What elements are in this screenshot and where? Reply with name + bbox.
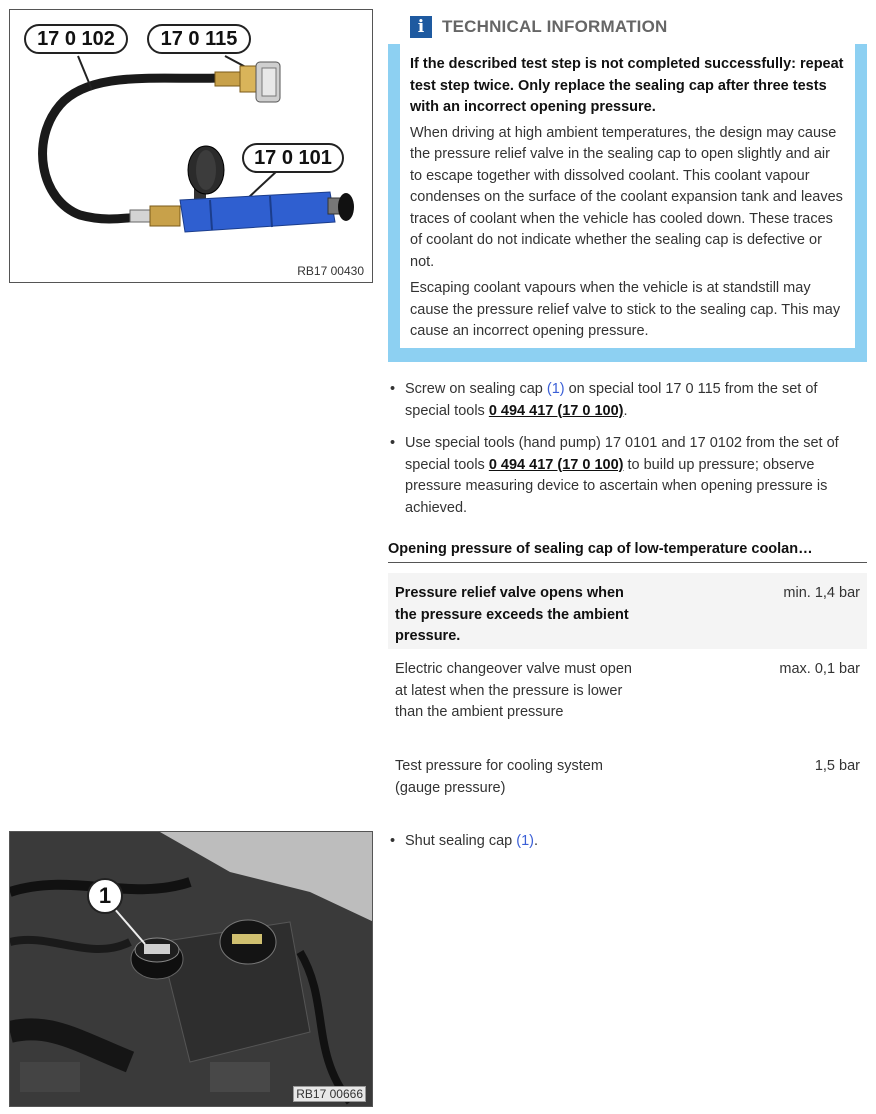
technical-information-paragraph: When driving at high ambient temperatures, the design may cause the pressure relief valve in the sealing cap to open slightly and air to escape together with dissolved coolant. This coolant vapour condenses on the surface of the coolant expansion tank and leaves traces of coolant when the vehicle has cooled down. These traces of coolant do not indicate whether the sealing cap is defective or not. (410, 124, 843, 270)
bullet-dot: • (390, 381, 396, 397)
callout-tool-17-0-102: 17 0 102 (24, 24, 128, 54)
table-cell-value: max. 0,1 bar (779, 661, 860, 677)
table-cell-label: Electric changeover valve must open at latest when the pressure is lower than the ambient pressure (395, 661, 632, 720)
bullet-dot: • (390, 833, 396, 849)
figure-caption: RB17 00666 (293, 1086, 366, 1102)
step-build-up-pressure (390, 433, 866, 519)
special-tools-link[interactable]: 0 494 417 (17 0 100) (488, 402, 624, 419)
technical-information-warning: If the described test step is not completed successfully: repeat test step twice. Only replace the sealing cap after three tests with an incorrect opening pressure. (410, 56, 844, 115)
step-text: . (623, 402, 628, 419)
figure-caption: RB17 00430 (297, 264, 364, 278)
table-cell-label: Test pressure for cooling system (gauge pressure) (395, 758, 603, 796)
engine-bay-illustration (10, 832, 373, 1107)
figure-special-tools (9, 9, 373, 283)
step-text: Use special tools (hand pump) 17 0101 and 17 0102 from the set of special tools (405, 435, 839, 473)
technical-information-title: TECHNICAL INFORMATION (442, 17, 668, 36)
step-screw-on-cap (390, 379, 866, 422)
table-cell-value: min. 1,4 bar (783, 585, 860, 601)
callout-tool-17-0-115: 17 0 115 (147, 24, 251, 54)
spec-table-title: Opening pressure of sealing cap of low-temperature coolan… (388, 541, 867, 563)
table-row (388, 649, 867, 746)
table-cell-value: 1,5 bar (814, 758, 860, 774)
step-text: to build up pressure; observe pressure measuring device to ascertain when opening pressure is achieved. (405, 456, 828, 516)
bullet-dot: • (390, 435, 396, 451)
figure-engine-bay (9, 831, 373, 1107)
technical-information-box (388, 44, 867, 362)
spec-table (388, 573, 867, 806)
step-text: . (533, 833, 539, 849)
reference-link[interactable]: (1) (546, 381, 565, 397)
table-row (388, 573, 867, 649)
callout-tool-17-0-101: 17 0 101 (242, 143, 344, 173)
step-text: Screw on sealing cap (405, 381, 547, 397)
step-shut-cap (390, 831, 866, 853)
info-icon: i (410, 16, 432, 38)
reference-link[interactable]: (1) (516, 833, 534, 849)
table-cell-label: Pressure relief valve opens when the pressure exceeds the ambient pressure. (395, 585, 629, 644)
callout-sealing-cap: 1 (87, 878, 123, 914)
hose (43, 78, 220, 219)
table-row (388, 746, 867, 806)
technical-information-header (410, 14, 668, 40)
step-text: Shut sealing cap (405, 833, 517, 849)
special-tools-link[interactable]: 0 494 417 (17 0 100) (488, 456, 624, 473)
technical-information-paragraph: Escaping coolant vapours when the vehicle is at standstill may cause the pressure relief valve to stick to the sealing cap. This may cause an incorrect opening pressure. (410, 280, 841, 339)
step-text: on special tool 17 0 115 from the set of special tools (405, 381, 818, 419)
